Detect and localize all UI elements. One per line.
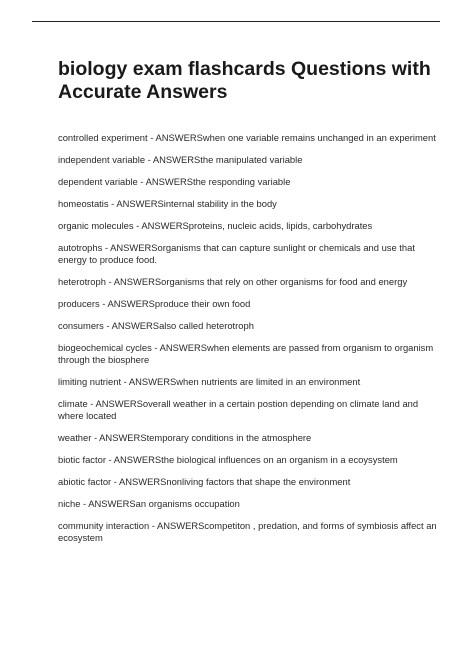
flashcard-organic-molecules: organic molecules - ANSWERSproteins, nucleic acids, lipids, carbohydrates (58, 220, 373, 232)
flashcard-climate: climate - ANSWERSoverall weather in a certain postion depending on climate land and where located (58, 398, 419, 421)
flashcard-controlled-experiment: controlled experiment - ANSWERSwhen one variable remains unchanged in an experiment (58, 132, 436, 143)
flashcard-niche: niche - ANSWERSan organisms occupation (58, 497, 240, 509)
flashcard-biogeochemical-cycles: biogeochemical cycles - ANSWERSwhen elements are passed from organism to organism through the biosphere (58, 342, 434, 365)
flashcard-autotrophs: autotrophs - ANSWERSorganisms that can capture sunlight or chemicals and use that energy to produce food. (58, 242, 415, 265)
flashcard-independent-variable: independent variable - ANSWERSthe manipulated variable (58, 154, 303, 166)
flashcard-heterotroph: heterotroph - ANSWERSorganisms that rely on other organisms for food and energy (58, 276, 408, 288)
flashcard-biotic-factor: biotic factor - ANSWERSthe biological influences on an organism in a ecoysystem (58, 453, 398, 465)
document-title: biology exam flashcards Questions with Accurate Answers (58, 58, 431, 103)
header-rule (32, 21, 440, 22)
flashcard-homeostatis: homeostatis - ANSWERSinternal stability in the body (58, 198, 277, 210)
flashcard-consumers: consumers - ANSWERSalso called heterotroph (58, 320, 254, 332)
flashcard-limiting-nutrient: limiting nutrient - ANSWERSwhen nutrients are limited in an environment (58, 375, 361, 387)
flashcard-community-interaction: community interaction - ANSWERScompetiton , predation, and forms of symbiosis affect an ecosystem (58, 520, 437, 543)
flashcard-weather: weather - ANSWERStemporary conditions in the atmosphere (58, 431, 312, 443)
flashcard-list (58, 132, 438, 554)
flashcard-producers: producers - ANSWERSproduce their own food (58, 298, 251, 310)
flashcard-dependent-variable: dependent variable - ANSWERSthe responding variable (58, 176, 291, 188)
flashcard-abiotic-factor: abiotic factor - ANSWERSnonliving factors that shape the environment (58, 475, 351, 487)
